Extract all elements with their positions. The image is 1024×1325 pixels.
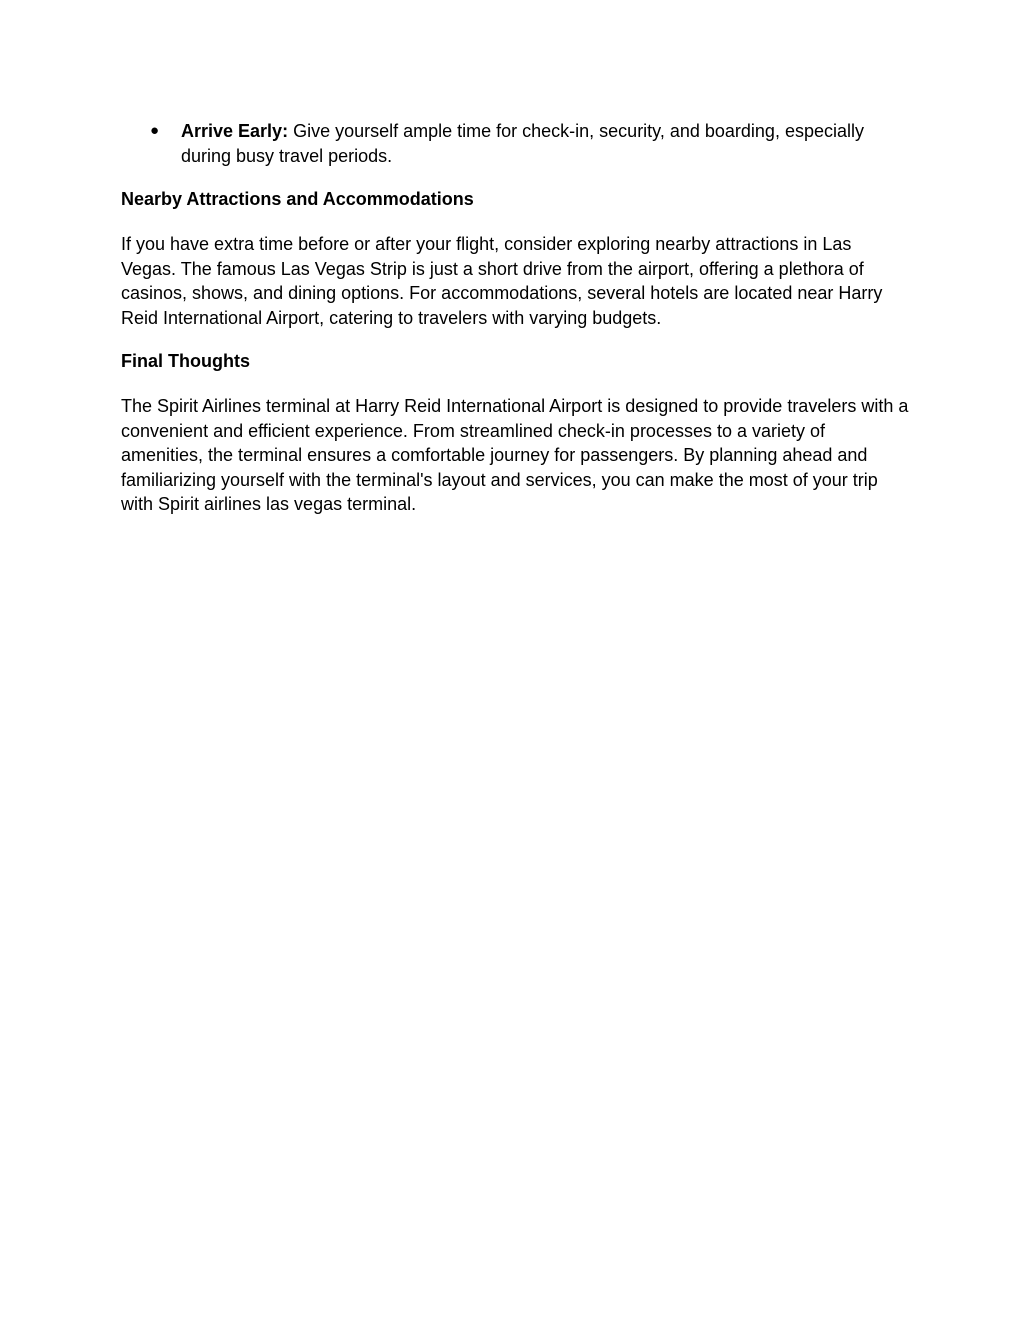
- bullet-label: Arrive Early:: [181, 121, 289, 141]
- bullet-body: Give yourself ample time for check-in, security, and boarding, especially during busy travel periods.: [181, 121, 864, 166]
- bullet-dot-icon: ●: [150, 122, 160, 139]
- section-body-final: The Spirit Airlines terminal at Harry Reid International Airport is designed to provide travelers with a convenient and efficient experience. From streamlined check-in processes to a variety of amenities, the terminal ensures a comfortable journey for passengers. By planning ahead and familiarizing yourself with the terminal's layout and services, you can make the most of your trip with Spirit airlines las vegas terminal.: [121, 396, 909, 514]
- bullet-text: [181, 119, 911, 168]
- section-heading-final: Final Thoughts: [121, 351, 250, 371]
- section-heading-nearby: Nearby Attractions and Accommodations: [121, 189, 474, 209]
- section-body-nearby: If you have extra time before or after your flight, consider exploring nearby attractions in Las Vegas. The famous Las Vegas Strip is just a short drive from the airport, offering a plethora of casinos, shows, and dining options. For accommodations, several hotels are located near Harry Reid International Airport, catering to travelers with varying budgets.: [121, 234, 883, 328]
